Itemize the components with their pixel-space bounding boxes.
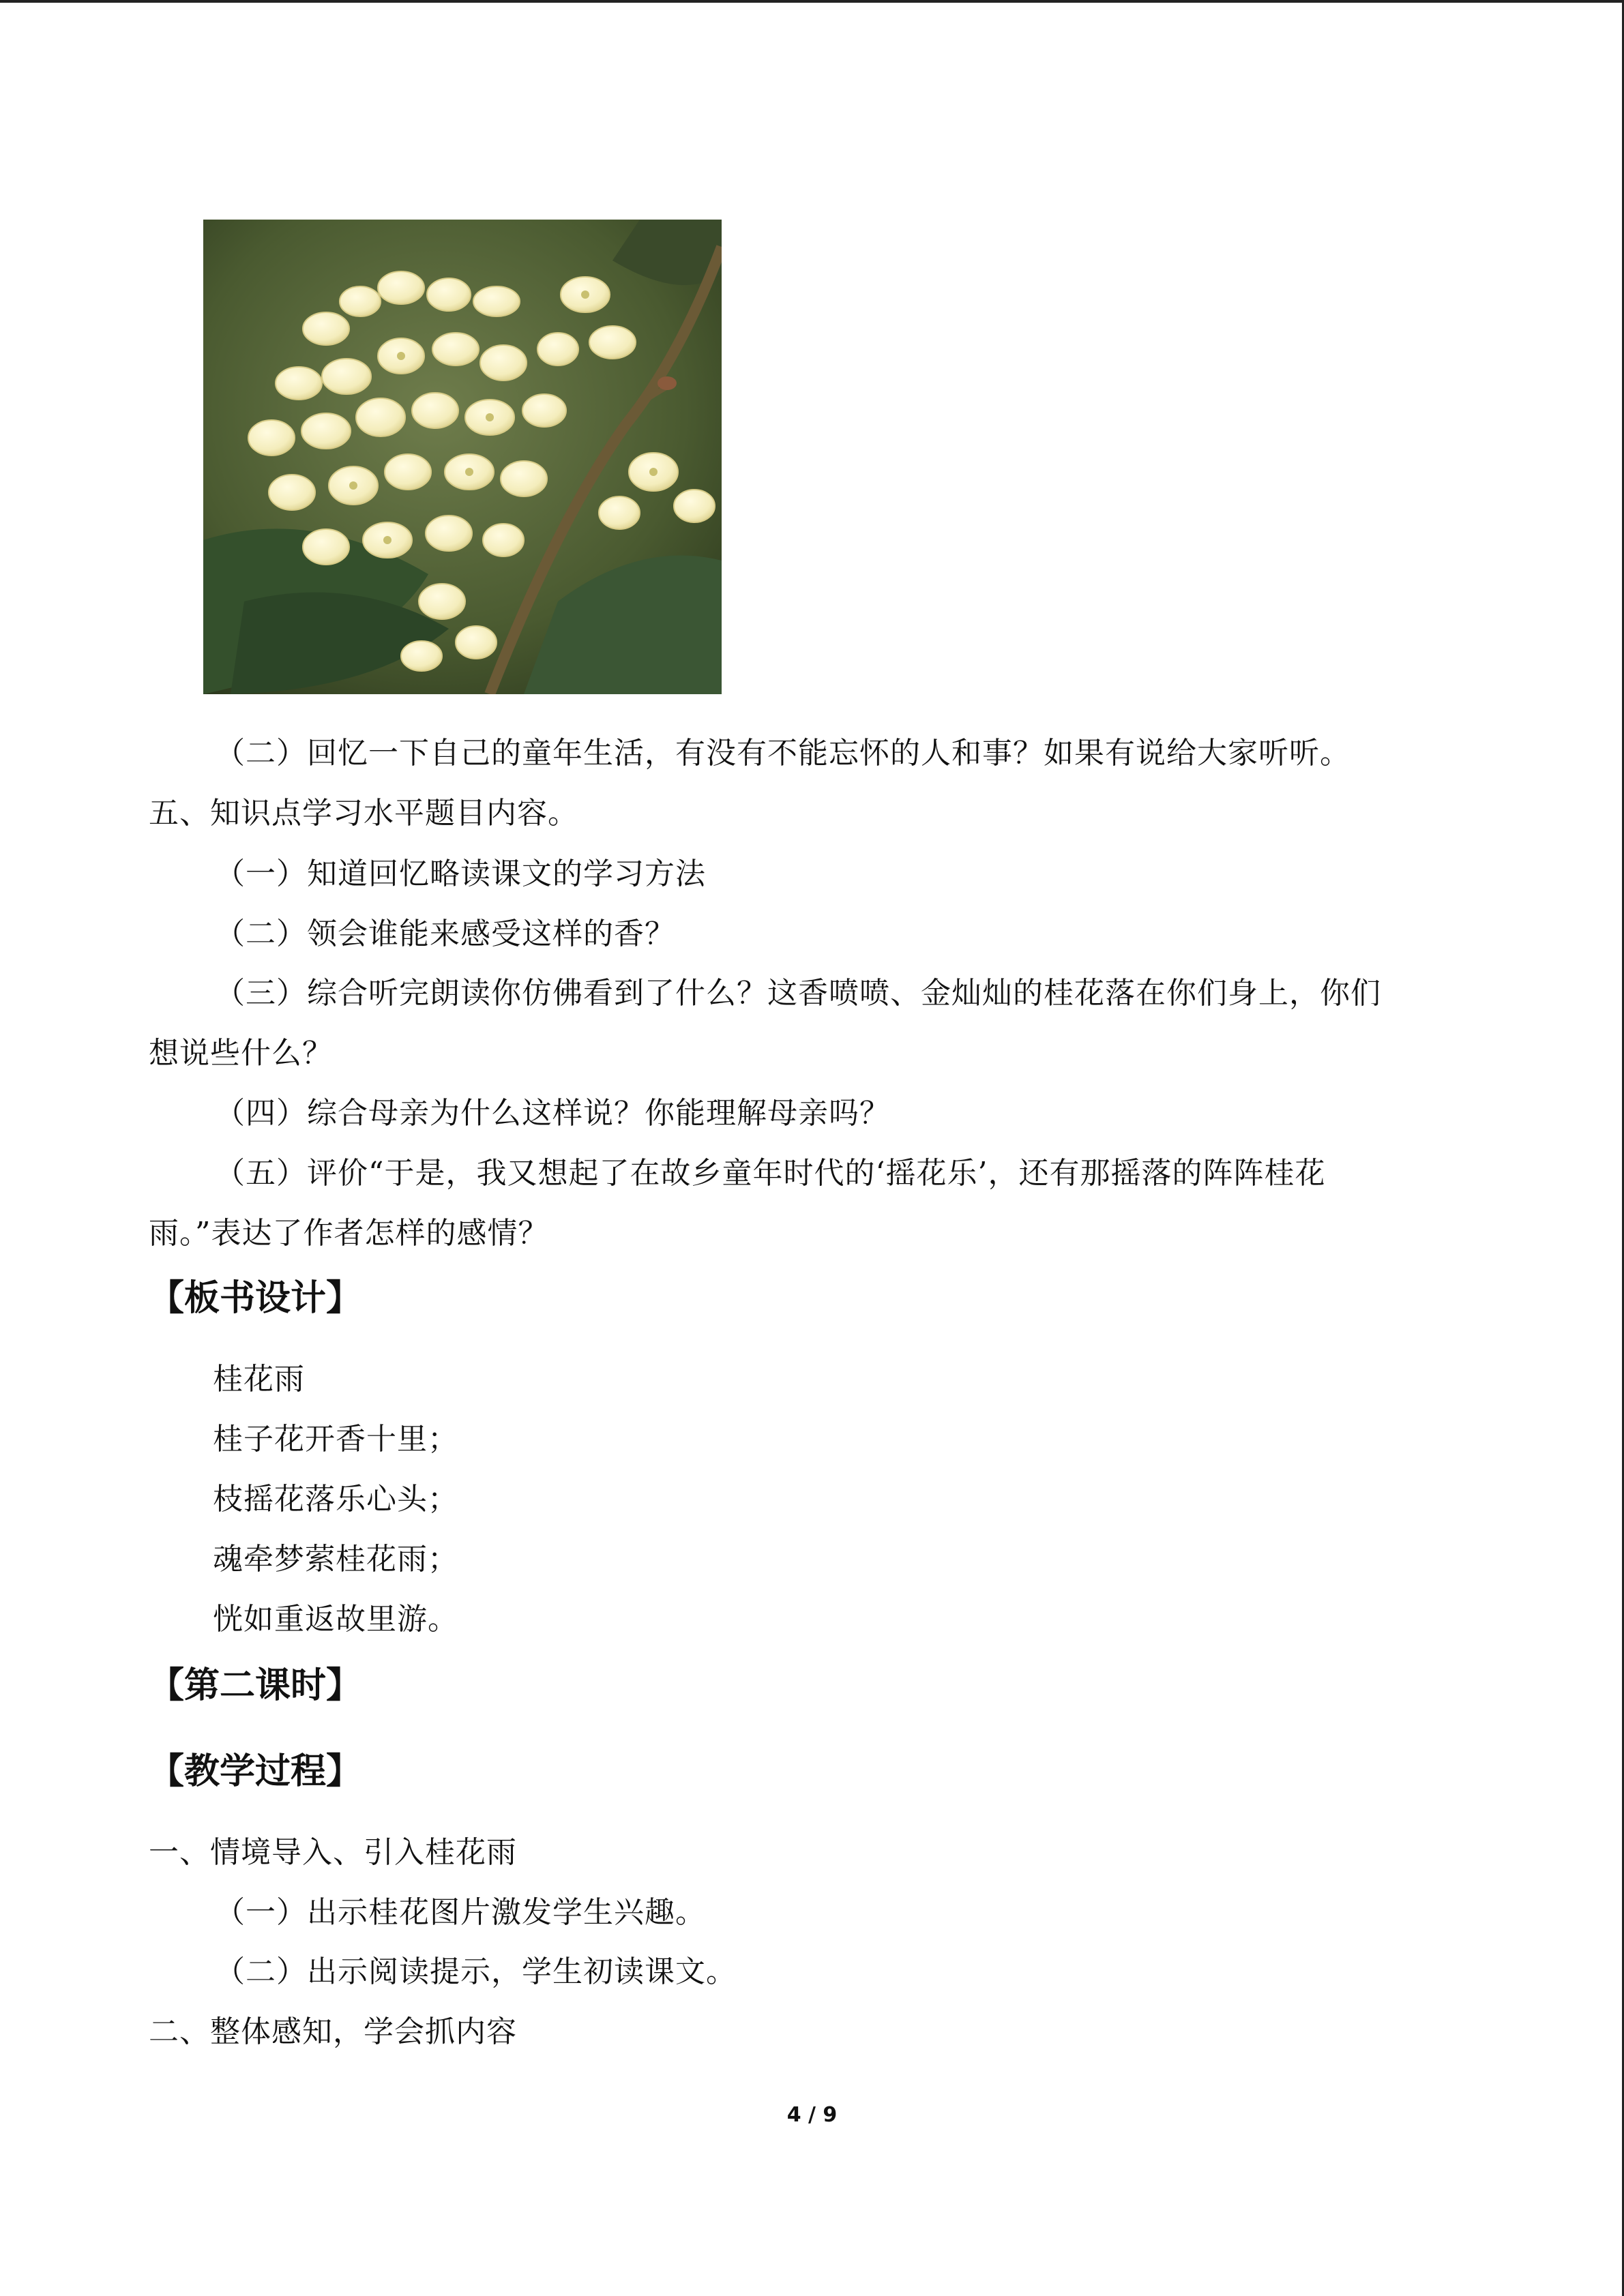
text-line-item-5: （五）评价“于是，我又想起了在故乡童年时代的‘摇花乐’，还有那摇落的阵阵桂花 [215,1156,1326,1191]
text-line-section-five: 五、知识点学习水平题目内容。 [149,796,578,831]
board-line-4: 恍如重返故里游。 [213,1602,458,1637]
heading-teaching-process: 【教学过程】 [149,1751,362,1792]
heading-board-design: 【板书设计】 [149,1278,362,1319]
text-line-item-4: （四）综合母亲为什么这样说？你能理解母亲吗？ [215,1096,890,1131]
board-line-2: 枝摇花落乐心头； [213,1482,458,1517]
text-line-memory: （二）回忆一下自己的童年生活，有没有不能忘怀的人和事？如果有说给大家听听。 [215,736,1350,771]
text-line-item-3-cont: 想说些什么？ [149,1036,333,1071]
process-line-2: （一）出示桂花图片激发学生兴趣。 [215,1895,706,1930]
text-line-item-1: （一）知道回忆略读课文的学习方法 [215,856,706,891]
osmanthus-flower-photo [203,220,722,694]
text-line-item-2: （二）领会谁能来感受这样的香？ [215,916,675,951]
top-border [0,0,1624,3]
process-line-3: （二）出示阅读提示，学生初读课文。 [215,1954,737,1989]
heading-second-lesson: 【第二课时】 [149,1665,362,1706]
board-line-1: 桂子花开香十里； [213,1422,458,1457]
process-line-1: 一、情境导入、引入桂花雨 [149,1835,517,1870]
text-line-item-5-cont: 雨。”表达了作者怎样的感情？ [149,1216,549,1251]
board-title: 桂花雨 [213,1362,305,1397]
page-number: 4 / 9 [786,2103,838,2127]
text-line-item-3: （三）综合听完朗读你仿佛看到了什么？这香喷喷、金灿灿的桂花落在你们身上，你们 [215,976,1381,1011]
process-line-4: 二、整体感知，学会抓内容 [149,2014,517,2049]
board-line-3: 魂牵梦萦桂花雨； [213,1542,458,1577]
